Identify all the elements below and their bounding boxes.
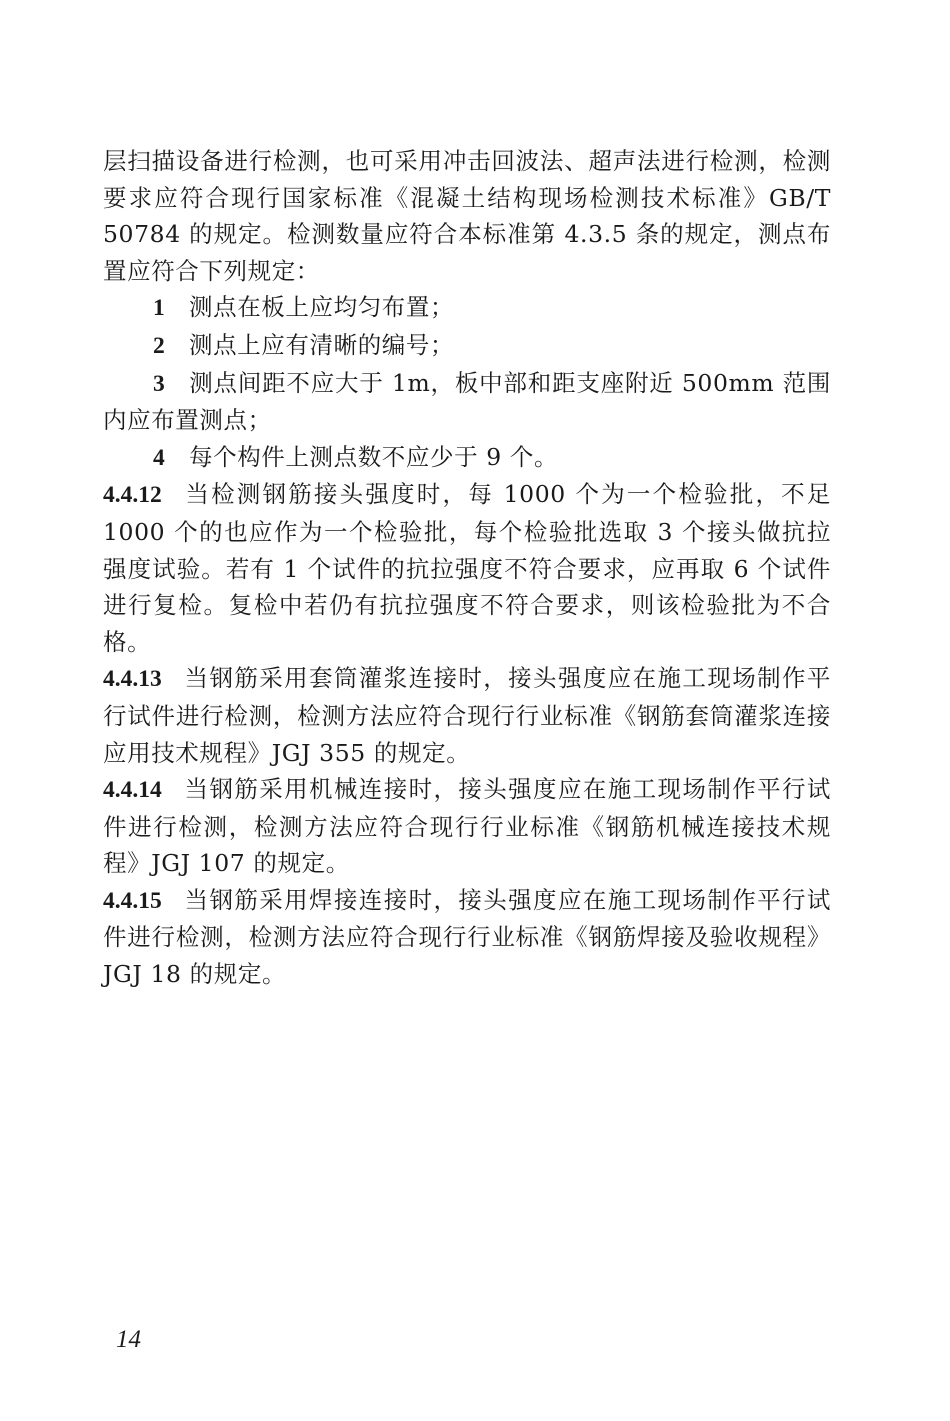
item-number: 1 <box>153 295 166 322</box>
item-number: 4 <box>153 444 166 471</box>
list-item <box>103 439 831 477</box>
clause-text: 当钢筋采用焊接连接时，接头强度应在施工现场制作平行试件进行检测，检测方法应符合现行行业标准《钢筋焊接及验收规程》JGJ 18 的规定。 <box>103 885 831 989</box>
clause-4-4-12 <box>103 476 831 660</box>
item-number: 3 <box>153 370 166 397</box>
item-number: 2 <box>153 332 166 359</box>
clause-4-4-15 <box>103 882 831 993</box>
item-text: 每个构件上测点数不应少于 9 个。 <box>189 442 559 471</box>
continuation-paragraph: 层扫描设备进行检测，也可采用冲击回波法、超声法进行检测，检测要求应符合现行国家标准《混凝土结构现场检测技术标准》GB/T 50784 的规定。检测数量应符合本标准第 4.3.5 条的规定，测点布置应符合下列规定： <box>103 147 831 285</box>
clause-text: 当钢筋采用机械连接时，接头强度应在施工现场制作平行试件进行检测，检测方法应符合现行行业标准《钢筋机械连接技术规程》JGJ 107 的规定。 <box>103 775 831 878</box>
clause-number: 4.4.14 <box>103 777 162 804</box>
item-text: 测点在板上应均匀布置； <box>189 293 455 322</box>
list-item <box>103 327 831 365</box>
document-body <box>103 143 831 993</box>
clause-text: 当检测钢筋接头强度时，每 1000 个为一个检验批，不足 1000 个的也应作为一个检验批，每个检验批选取 3 个接头做抗拉强度试验。若有 1 个试件的抗拉强度不符合要求，应再取 6 个试件进行复检。复检中若仍有抗拉强度不符合要求，则该检验批为不合格。 <box>103 480 831 656</box>
clause-text: 当钢筋采用套筒灌浆连接时，接头强度应在施工现场制作平行试件进行检测，检测方法应符合现行行业标准《钢筋套筒灌浆连接应用技术规程》JGJ 355 的规定。 <box>103 664 831 767</box>
list-item <box>103 289 831 327</box>
clause-number: 4.4.15 <box>103 887 162 914</box>
clause-number: 4.4.13 <box>103 666 162 693</box>
clause-4-4-13 <box>103 660 831 771</box>
item-text: 测点间距不应大于 1m，板中部和距支座附近 500mm 范围内应布置测点； <box>103 368 831 435</box>
page-number: 14 <box>116 1326 141 1353</box>
clause-4-4-14 <box>103 771 831 882</box>
list-item <box>103 365 831 439</box>
item-text: 测点上应有清晰的编号； <box>189 330 455 359</box>
clause-number: 4.4.12 <box>103 482 162 509</box>
